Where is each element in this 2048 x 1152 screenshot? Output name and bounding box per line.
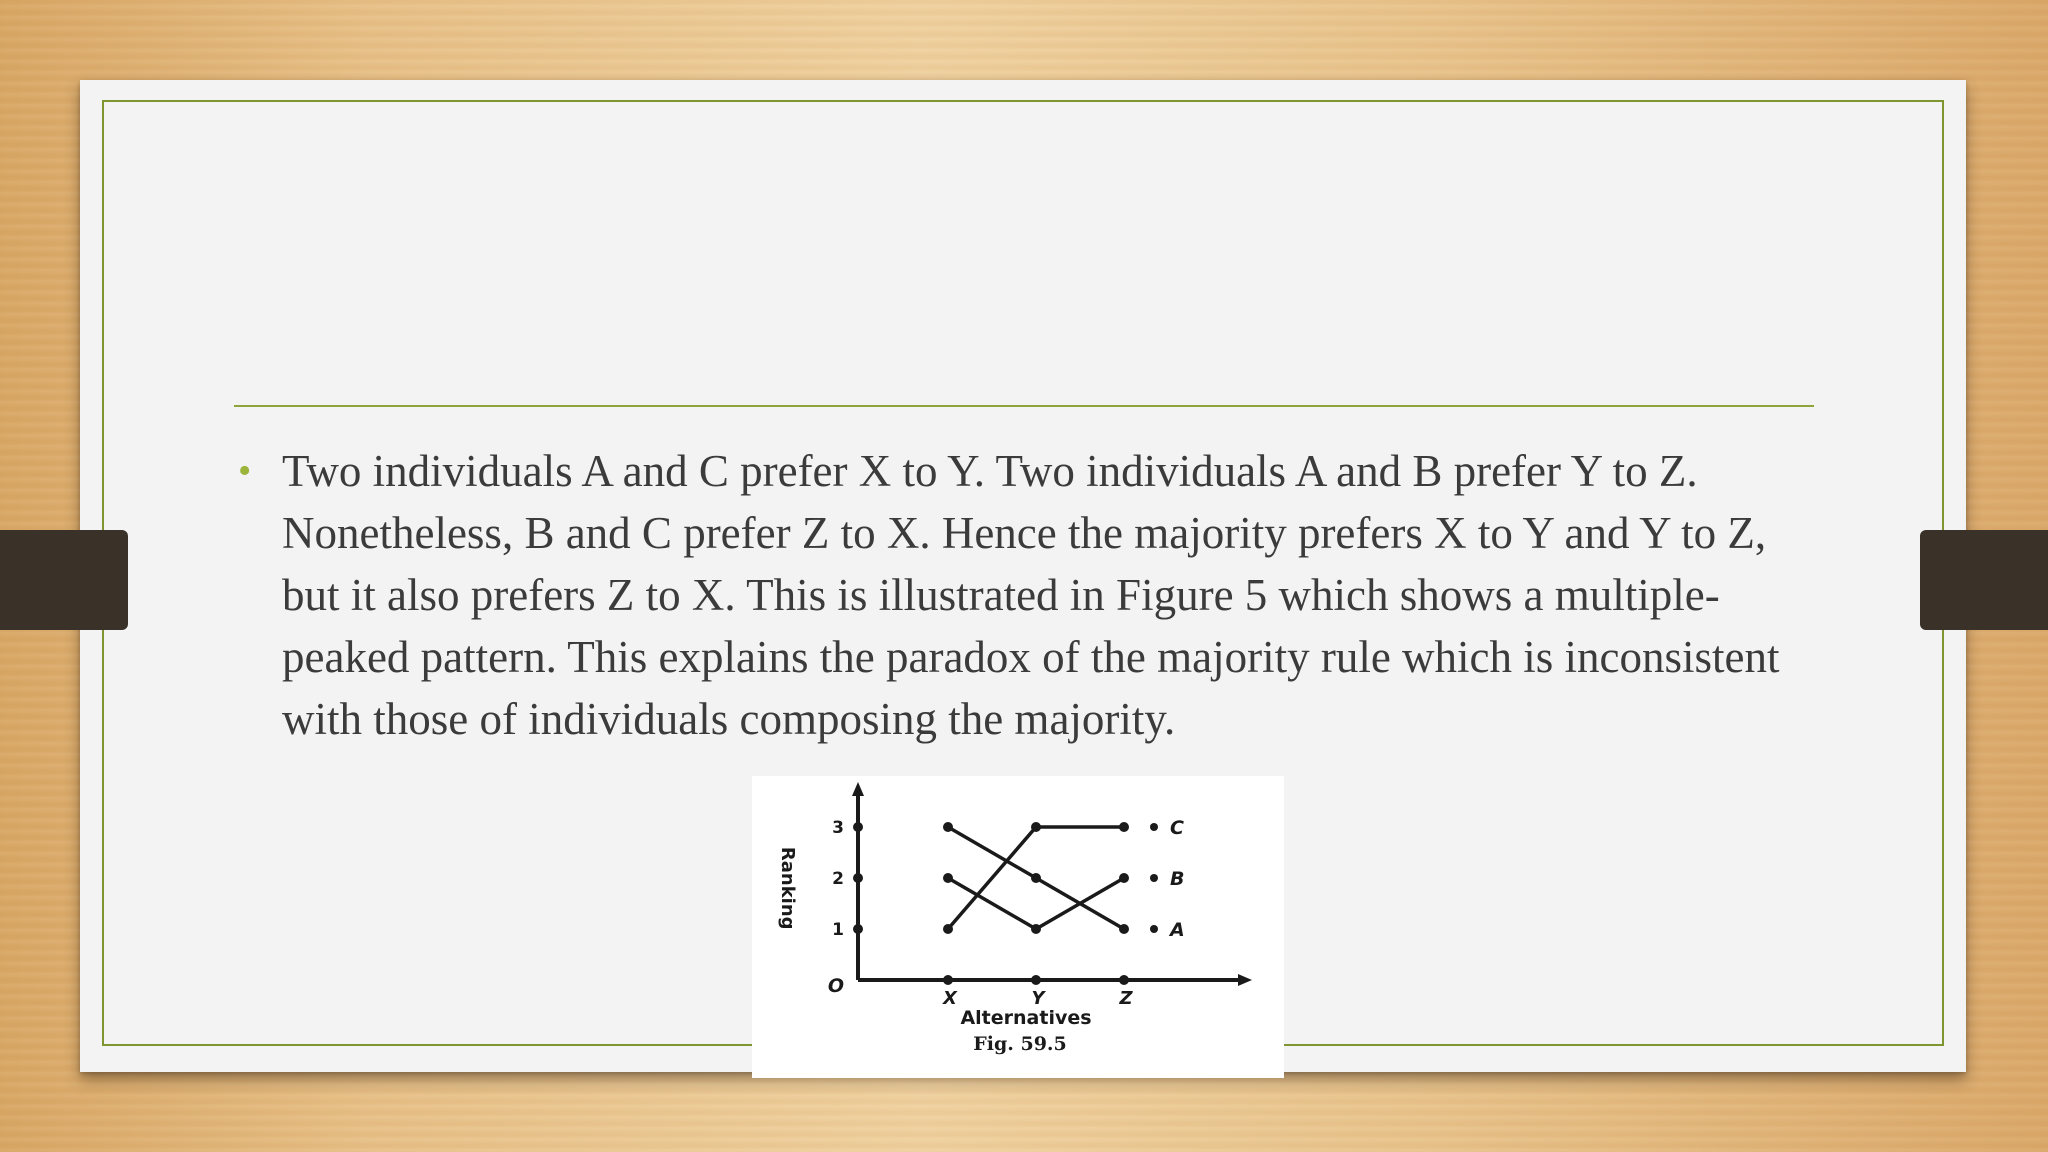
bullet-icon: • <box>238 450 252 492</box>
point-B-X <box>943 873 953 883</box>
x-axis-label: Alternatives <box>960 1007 1092 1029</box>
x-tick-X <box>943 975 953 985</box>
y-tick-1 <box>853 924 863 934</box>
point-B-Y <box>1031 924 1041 934</box>
x-tick-label-Y: Y <box>1031 988 1045 1009</box>
chart-marks <box>943 822 1158 934</box>
y-axis-label: Ranking <box>777 846 798 930</box>
chart-axes <box>852 782 1252 986</box>
ranking-chart <box>752 776 1284 1078</box>
figure-caption: Fig. 59.5 <box>973 1033 1067 1055</box>
x-tick-label-X: X <box>943 988 957 1009</box>
y-tick-label-2: 2 <box>832 869 844 889</box>
chart-labels <box>777 817 1185 1055</box>
series-end-dot-C <box>1150 823 1158 831</box>
x-tick-label-Z: Z <box>1119 988 1133 1009</box>
title-divider <box>234 405 1814 407</box>
slide-body <box>238 440 1818 750</box>
point-A-Y <box>1031 873 1041 883</box>
point-C-Y <box>1031 822 1041 832</box>
y-axis-arrow <box>852 782 864 796</box>
x-tick-Z <box>1119 975 1129 985</box>
left-binder-strap <box>0 530 128 630</box>
point-B-Z <box>1119 873 1129 883</box>
origin-label: O <box>827 975 845 997</box>
figure-majority-paradox <box>752 776 1284 1078</box>
series-end-dot-A <box>1150 925 1158 933</box>
x-axis-arrow <box>1238 974 1252 986</box>
point-A-X <box>943 822 953 832</box>
y-tick-2 <box>853 873 863 883</box>
right-binder-strap <box>1920 530 2048 630</box>
y-tick-3 <box>853 822 863 832</box>
y-tick-label-3: 3 <box>832 818 844 838</box>
series-line-B <box>948 878 1124 929</box>
series-label-B: B <box>1170 868 1185 890</box>
series-label-A: A <box>1170 919 1185 941</box>
series-end-dot-B <box>1150 874 1158 882</box>
point-A-Z <box>1119 924 1129 934</box>
point-C-X <box>943 924 953 934</box>
bullet-item <box>238 440 1818 750</box>
y-tick-label-1: 1 <box>832 920 844 940</box>
series-label-C: C <box>1170 817 1184 839</box>
bullet-text: Two individuals A and C prefer X to Y. Two individuals A and B prefer Y to Z. Nonetheless, B and C prefer Z to X. Hence the majority prefers X to Y and Y to Z, but it also prefers Z to X. This is illustrated in Figure 5 which shows a multiple-peaked pattern. This explains the paradox of the majority rule which is inconsistent with those of individuals composing the majority. <box>282 446 1780 744</box>
point-C-Z <box>1119 822 1129 832</box>
x-tick-Y <box>1031 975 1041 985</box>
